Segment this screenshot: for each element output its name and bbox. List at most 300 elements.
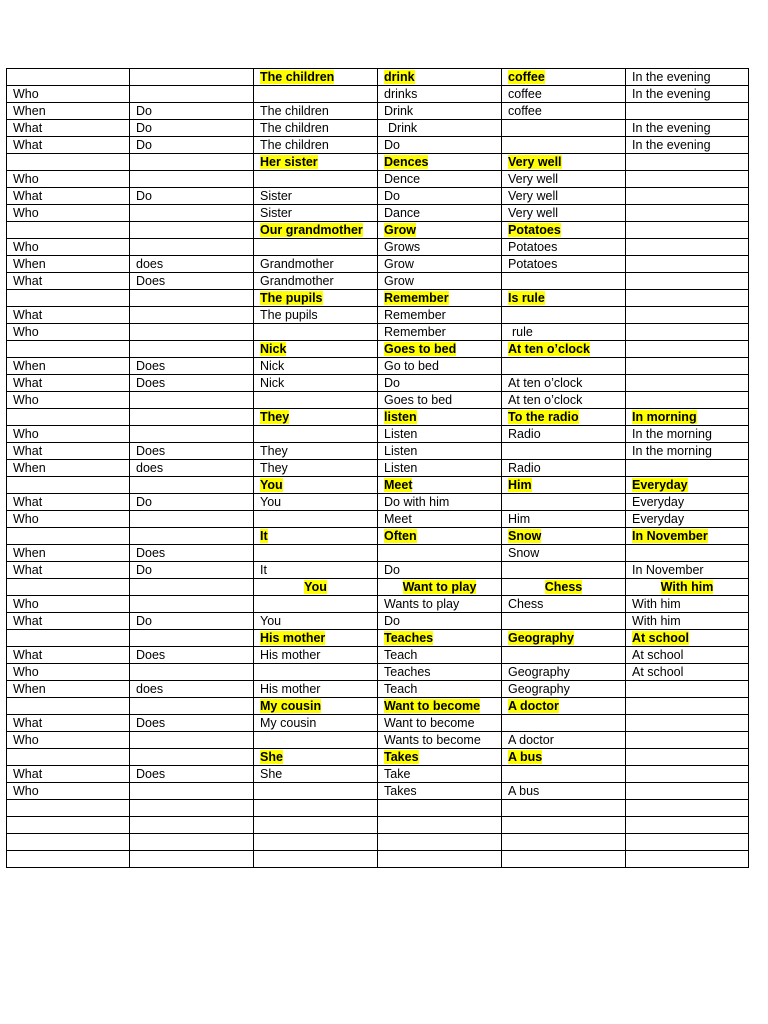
table-cell-time (626, 698, 749, 715)
table-cell-subject (254, 545, 378, 562)
table-cell-object (502, 103, 626, 120)
table-cell-time (626, 273, 749, 290)
table-cell-question-word (7, 715, 130, 732)
table-cell-question-word (7, 596, 130, 613)
cell-text: Do (384, 189, 400, 203)
table-cell-question-word (7, 307, 130, 324)
cell-text: What (13, 716, 43, 730)
table-cell-time (626, 205, 749, 222)
table-cell-subject (254, 766, 378, 783)
table-cell-question-word (7, 681, 130, 698)
table-cell-subject (254, 69, 378, 86)
table-cell-subject (254, 715, 378, 732)
highlighted-text: Nick (260, 342, 287, 356)
table-cell-time (626, 120, 749, 137)
table-cell-question-word (7, 239, 130, 256)
table-cell-object (502, 460, 626, 477)
table-cell-auxiliary (130, 392, 254, 409)
table-cell-question-word (7, 851, 130, 868)
table-cell-object (502, 698, 626, 715)
table-cell-time (626, 511, 749, 528)
table-row (7, 749, 749, 766)
table-cell-time (626, 545, 749, 562)
table-cell-object (502, 851, 626, 868)
highlighted-text: Snow (508, 529, 542, 543)
table-cell-time (626, 477, 749, 494)
table-cell-question-word (7, 222, 130, 239)
table-cell-question-word (7, 375, 130, 392)
table-cell-time (626, 528, 749, 545)
table-cell-object (502, 715, 626, 732)
highlighted-text: Remember (384, 291, 449, 305)
highlighted-text: You (304, 580, 327, 594)
table-cell-auxiliary (130, 120, 254, 137)
highlighted-text: They (260, 410, 290, 424)
table-cell-subject (254, 851, 378, 868)
table-row (7, 851, 749, 868)
table-cell-object (502, 766, 626, 783)
highlighted-text: Potatoes (508, 223, 561, 237)
cell-text: Who (13, 240, 39, 254)
table-cell-verb (378, 341, 502, 358)
table-cell-subject (254, 783, 378, 800)
table-cell-auxiliary (130, 766, 254, 783)
table-cell-auxiliary (130, 188, 254, 205)
cell-text: Wants to become (384, 733, 481, 747)
table-row (7, 460, 749, 477)
table-cell-auxiliary (130, 358, 254, 375)
table-cell-question-word (7, 137, 130, 154)
table-cell-verb (378, 698, 502, 715)
table-cell-verb (378, 137, 502, 154)
highlighted-text: Geography (508, 631, 574, 645)
table-cell-verb (378, 103, 502, 120)
table-row (7, 154, 749, 171)
table-cell-subject (254, 562, 378, 579)
cell-text: Does (136, 444, 166, 458)
highlighted-text: In November (632, 529, 708, 543)
cell-text: With him (632, 614, 681, 628)
cell-text: Very well (508, 189, 559, 203)
cell-text: Does (136, 376, 166, 390)
table-cell-object (502, 511, 626, 528)
table-cell-auxiliary (130, 375, 254, 392)
table-cell-verb (378, 86, 502, 103)
table-cell-question-word (7, 783, 130, 800)
table-cell-auxiliary (130, 834, 254, 851)
cell-text: Teach (384, 682, 418, 696)
cell-text: coffee (508, 104, 542, 118)
cell-text: Do (136, 495, 152, 509)
cell-text: Do (136, 104, 152, 118)
cell-text: Who (13, 733, 39, 747)
cell-text: Do with him (384, 495, 450, 509)
table-cell-subject (254, 834, 378, 851)
table-cell-subject (254, 732, 378, 749)
table-cell-verb (378, 613, 502, 630)
table-cell-subject (254, 392, 378, 409)
cell-text: Very well (508, 172, 559, 186)
cell-text: The children (260, 121, 329, 135)
table-cell-question-word (7, 460, 130, 477)
table-cell-question-word (7, 69, 130, 86)
table-row (7, 596, 749, 613)
highlighted-text: His mother (260, 631, 326, 645)
cell-text: In November (632, 563, 704, 577)
table-cell-auxiliary (130, 579, 254, 596)
cell-text: In the morning (632, 427, 712, 441)
cell-text: Who (13, 512, 39, 526)
table-row (7, 120, 749, 137)
table-row (7, 273, 749, 290)
table-cell-subject (254, 324, 378, 341)
cell-text: Drink (384, 104, 414, 118)
cell-text: Everyday (632, 495, 685, 509)
cell-text: At school (632, 648, 684, 662)
table-cell-time (626, 324, 749, 341)
table-row (7, 545, 749, 562)
table-cell-object (502, 834, 626, 851)
table-cell-object (502, 800, 626, 817)
table-cell-subject (254, 800, 378, 817)
table-cell-verb (378, 511, 502, 528)
cell-text: Grow (384, 274, 414, 288)
table-row (7, 443, 749, 460)
table-cell-question-word (7, 443, 130, 460)
table-cell-object (502, 273, 626, 290)
table-cell-verb (378, 562, 502, 579)
highlighted-text: Is rule (508, 291, 545, 305)
cell-text: Do (384, 614, 400, 628)
table-cell-subject (254, 613, 378, 630)
highlighted-text: Want to play (402, 580, 477, 594)
table-cell-time (626, 307, 749, 324)
table-row (7, 358, 749, 375)
table-cell-time (626, 817, 749, 834)
cell-text: What (13, 767, 43, 781)
table-row (7, 732, 749, 749)
table-cell-time (626, 137, 749, 154)
cell-text: Grows (384, 240, 421, 254)
cell-text: You (260, 495, 282, 509)
cell-text: In the evening (632, 121, 711, 135)
table-cell-auxiliary (130, 460, 254, 477)
table-cell-object (502, 290, 626, 307)
table-cell-verb (378, 766, 502, 783)
table-cell-question-word (7, 103, 130, 120)
table-cell-time (626, 834, 749, 851)
table-row (7, 562, 749, 579)
cell-text: At ten o’clock (508, 393, 583, 407)
table-cell-object (502, 528, 626, 545)
table-cell-question-word (7, 120, 130, 137)
cell-text: What (13, 648, 43, 662)
table-cell-verb (378, 409, 502, 426)
cell-text: Takes (384, 784, 417, 798)
table-row (7, 171, 749, 188)
cell-text: Who (13, 172, 39, 186)
cell-text: When (13, 359, 46, 373)
table-cell-verb (378, 205, 502, 222)
table-cell-subject (254, 477, 378, 494)
cell-text: Listen (384, 427, 418, 441)
cell-text: Do (136, 563, 152, 577)
table-cell-time (626, 613, 749, 630)
table-cell-auxiliary (130, 69, 254, 86)
table-cell-verb (378, 290, 502, 307)
table-cell-question-word (7, 579, 130, 596)
table-cell-time (626, 851, 749, 868)
table-cell-verb (378, 800, 502, 817)
table-cell-time (626, 341, 749, 358)
table-cell-time (626, 171, 749, 188)
table-cell-verb (378, 494, 502, 511)
table-cell-subject (254, 443, 378, 460)
highlighted-text: Teaches (384, 631, 434, 645)
table-row (7, 426, 749, 443)
table-cell-verb (378, 171, 502, 188)
highlighted-text: At school (632, 631, 689, 645)
table-cell-auxiliary (130, 307, 254, 324)
table-cell-auxiliary (130, 239, 254, 256)
cell-text: Who (13, 784, 39, 798)
highlighted-text: Often (384, 529, 417, 543)
table-cell-object (502, 307, 626, 324)
table-cell-auxiliary (130, 732, 254, 749)
cell-text: Dence (384, 172, 421, 186)
table-cell-verb (378, 647, 502, 664)
cell-text: Does (136, 274, 166, 288)
table-cell-question-word (7, 409, 130, 426)
table-cell-time (626, 222, 749, 239)
cell-text: Do (136, 121, 152, 135)
table-cell-verb (378, 817, 502, 834)
table-row (7, 766, 749, 783)
cell-text: You (260, 614, 282, 628)
table-cell-question-word (7, 511, 130, 528)
table-cell-object (502, 562, 626, 579)
table-cell-time (626, 783, 749, 800)
table-cell-question-word (7, 800, 130, 817)
cell-text: Grandmother (260, 257, 334, 271)
table-cell-question-word (7, 324, 130, 341)
cell-text: The pupils (260, 308, 318, 322)
cell-text: What (13, 376, 43, 390)
table-cell-verb (378, 834, 502, 851)
table-cell-auxiliary (130, 86, 254, 103)
table-row (7, 256, 749, 273)
cell-text: Potatoes (508, 257, 558, 271)
highlighted-text: Everyday (632, 478, 688, 492)
highlighted-text: With him (660, 580, 714, 594)
highlighted-text: A doctor (508, 699, 559, 713)
table-cell-object (502, 443, 626, 460)
table-cell-question-word (7, 528, 130, 545)
table-cell-question-word (7, 86, 130, 103)
table-cell-auxiliary (130, 222, 254, 239)
table-cell-question-word (7, 494, 130, 511)
table-cell-time (626, 239, 749, 256)
table-row (7, 800, 749, 817)
highlighted-text: Our grandmother (260, 223, 363, 237)
highlighted-text: At ten o’clock (508, 342, 590, 356)
table-cell-question-word (7, 477, 130, 494)
table-cell-auxiliary (130, 205, 254, 222)
table-cell-auxiliary (130, 103, 254, 120)
table-cell-object (502, 341, 626, 358)
cell-text: Does (136, 767, 166, 781)
table-cell-object (502, 375, 626, 392)
table-cell-verb (378, 681, 502, 698)
cell-text: Listen (384, 461, 418, 475)
table-cell-subject (254, 749, 378, 766)
table-cell-verb (378, 256, 502, 273)
cell-text: The children (260, 138, 329, 152)
table-cell-object (502, 630, 626, 647)
cell-text: When (13, 257, 46, 271)
table-cell-question-word (7, 273, 130, 290)
highlighted-text: Him (508, 478, 532, 492)
table-cell-object (502, 392, 626, 409)
cell-text: His mother (260, 682, 321, 696)
table-cell-object (502, 732, 626, 749)
cell-text: Who (13, 206, 39, 220)
cell-text: drinks (384, 87, 418, 101)
table-cell-subject (254, 120, 378, 137)
highlighted-text: To the radio (508, 410, 579, 424)
cell-text: Remember (384, 325, 446, 339)
table-cell-time (626, 749, 749, 766)
table-cell-object (502, 69, 626, 86)
highlighted-text: Meet (384, 478, 413, 492)
cell-text: When (13, 461, 46, 475)
table-cell-auxiliary (130, 494, 254, 511)
table-cell-question-word (7, 698, 130, 715)
table-cell-verb (378, 749, 502, 766)
cell-text: Geography (508, 682, 570, 696)
table-cell-object (502, 426, 626, 443)
table-cell-verb (378, 664, 502, 681)
table-cell-subject (254, 290, 378, 307)
table-cell-time (626, 715, 749, 732)
highlighted-text: The pupils (260, 291, 323, 305)
cell-text: With him (632, 597, 681, 611)
table-cell-question-word (7, 834, 130, 851)
table-cell-object (502, 137, 626, 154)
table-cell-subject (254, 664, 378, 681)
table-cell-verb (378, 375, 502, 392)
table-cell-subject (254, 273, 378, 290)
highlighted-text: listen (384, 410, 417, 424)
cell-text: In the morning (632, 444, 712, 458)
cell-text: Nick (260, 359, 285, 373)
cell-text: Who (13, 665, 39, 679)
table-cell-verb (378, 477, 502, 494)
cell-text: Do (384, 376, 400, 390)
table-cell-time (626, 409, 749, 426)
table-cell-question-word (7, 817, 130, 834)
table-cell-object (502, 154, 626, 171)
cell-text: Who (13, 325, 39, 339)
table-cell-verb (378, 273, 502, 290)
table-row (7, 579, 749, 596)
cell-text: Who (13, 597, 39, 611)
highlighted-text: Chess (544, 580, 583, 594)
table-cell-verb (378, 307, 502, 324)
table-cell-auxiliary (130, 545, 254, 562)
table-cell-subject (254, 426, 378, 443)
table-cell-verb (378, 851, 502, 868)
table-cell-object (502, 749, 626, 766)
table-cell-object (502, 205, 626, 222)
cell-text: At ten o’clock (508, 376, 583, 390)
cell-text: Remember (384, 308, 446, 322)
cell-text: Grow (384, 257, 414, 271)
table-row (7, 647, 749, 664)
table-row (7, 137, 749, 154)
table-cell-subject (254, 307, 378, 324)
table-cell-question-word (7, 256, 130, 273)
table-cell-auxiliary (130, 851, 254, 868)
table-cell-question-word (7, 188, 130, 205)
table-cell-object (502, 817, 626, 834)
table-row (7, 103, 749, 120)
table-row (7, 307, 749, 324)
cell-text: It (260, 563, 267, 577)
cell-text: Geography (508, 665, 570, 679)
table-cell-auxiliary (130, 409, 254, 426)
table-cell-object (502, 409, 626, 426)
table-row (7, 613, 749, 630)
table-row (7, 630, 749, 647)
table-cell-time (626, 426, 749, 443)
table-cell-subject (254, 256, 378, 273)
table-cell-auxiliary (130, 562, 254, 579)
table-row (7, 86, 749, 103)
table-cell-auxiliary (130, 137, 254, 154)
highlighted-text: Very well (508, 155, 562, 169)
highlighted-text: Grow (384, 223, 416, 237)
table-cell-subject (254, 698, 378, 715)
cell-text: His mother (260, 648, 321, 662)
table-cell-verb (378, 732, 502, 749)
highlighted-text: Goes to bed (384, 342, 457, 356)
table-cell-object (502, 120, 626, 137)
table-cell-auxiliary (130, 698, 254, 715)
table-cell-time (626, 664, 749, 681)
table-cell-time (626, 154, 749, 171)
table-cell-question-word (7, 358, 130, 375)
table-cell-auxiliary (130, 528, 254, 545)
cell-text: Chess (508, 597, 544, 611)
table-cell-time (626, 579, 749, 596)
cell-text: What (13, 274, 43, 288)
table-cell-subject (254, 222, 378, 239)
table-cell-subject (254, 511, 378, 528)
table-cell-auxiliary (130, 664, 254, 681)
table-row (7, 664, 749, 681)
table-cell-time (626, 358, 749, 375)
table-cell-question-word (7, 562, 130, 579)
table-cell-subject (254, 239, 378, 256)
cell-text: She (260, 767, 283, 781)
cell-text: Does (136, 546, 166, 560)
table-cell-object (502, 358, 626, 375)
table-cell-auxiliary (130, 783, 254, 800)
table-row (7, 239, 749, 256)
table-cell-time (626, 375, 749, 392)
highlighted-text: A bus (508, 750, 543, 764)
